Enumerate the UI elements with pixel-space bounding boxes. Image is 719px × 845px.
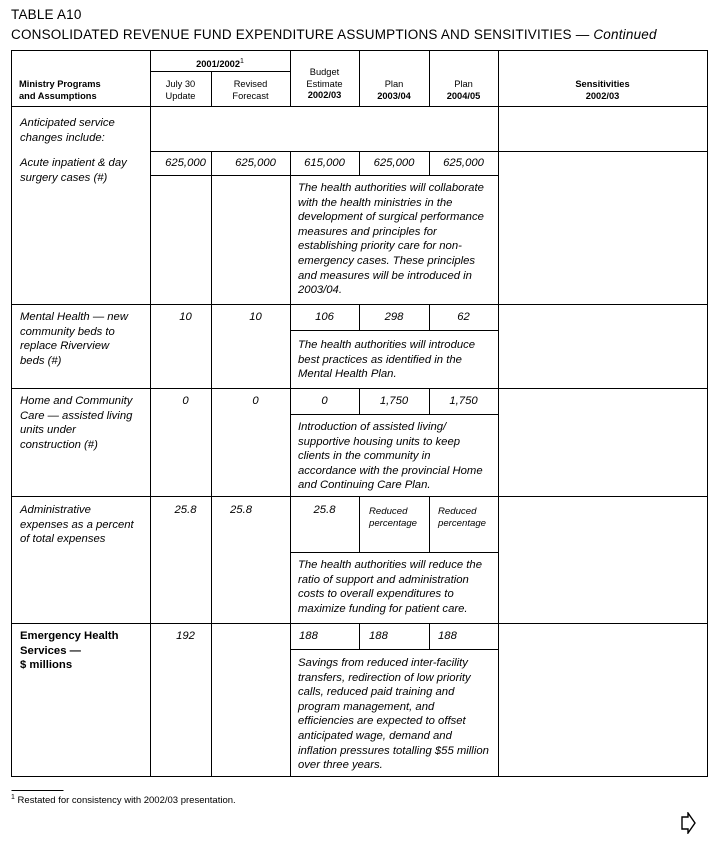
- row-ehs-plan-0304: 188: [369, 630, 388, 642]
- header-plan-0405-line1: Plan: [454, 79, 473, 89]
- footnote-marker: 1: [11, 794, 15, 801]
- row-label-line: Acute inpatient & day: [20, 157, 127, 169]
- row-acute-label: [20, 156, 127, 185]
- note-line: costs to overall expenditures to: [298, 588, 454, 601]
- note-line: anticipated wage, demand and: [298, 729, 452, 742]
- row-ehs-label: [20, 629, 119, 673]
- note-line: establishing priority care for non-: [298, 240, 462, 253]
- header-plan-0304-line2: 2003/04: [377, 90, 411, 101]
- intro-text: [20, 116, 115, 145]
- row-mental-july30: 10: [179, 311, 192, 323]
- row-label-line: Care — assisted living: [20, 409, 133, 422]
- header-july30-line1: July 30: [165, 79, 196, 89]
- note-line: maximize funding for patient care.: [298, 602, 468, 615]
- header-budget-line1: Budget: [309, 67, 340, 77]
- row-ehs-july30: 192: [176, 630, 195, 642]
- row-acute-july30: 625,000: [165, 157, 206, 169]
- header-revised-line2: Forecast: [232, 90, 269, 101]
- row-label-line: Services —: [20, 644, 81, 657]
- header-sensitivities-line1: Sensitivities: [575, 79, 630, 89]
- row-acute-note: [298, 181, 484, 298]
- row-admin-july30: 25.8: [174, 504, 197, 516]
- row-label-line: Home and Community: [20, 395, 133, 407]
- note-line: accordance with the provincial Home: [298, 464, 483, 477]
- header-sensitivities: [498, 79, 707, 102]
- row-admin-plan-0304: [369, 506, 417, 530]
- footnote-text: Restated for consistency with 2002/03 presentation.: [14, 795, 236, 807]
- note-line: Introduction of assisted living/: [298, 421, 447, 433]
- row-ehs-plan-0405: 188: [438, 630, 457, 642]
- row-admin-revised: 25.8: [230, 504, 252, 516]
- note-line: ratio of support and administration: [298, 573, 469, 586]
- row-acute-plan-0405: 625,000: [443, 157, 484, 169]
- row-label-line: beds (#): [20, 354, 62, 367]
- row-label-line: $ millions: [20, 659, 73, 672]
- note-line: The health authorities will collaborate: [298, 182, 484, 194]
- header-group: [150, 56, 290, 71]
- row-label-line: of total expenses: [20, 533, 106, 546]
- row-label-line: community beds to: [20, 325, 115, 338]
- row-label-line: replace Riverview: [20, 340, 110, 353]
- note-line: and measures will be introduced in: [298, 269, 472, 282]
- header-ministry-line1: Ministry Programs: [19, 79, 101, 89]
- header-budget: [290, 67, 359, 102]
- note-line: best practices as identified in the: [298, 353, 462, 366]
- row-label-line: construction (#): [20, 438, 98, 451]
- row-admin-plan-0405: [438, 506, 486, 530]
- row-acute-plan-0304: 625,000: [373, 157, 415, 169]
- header-group-label: 2001/2002: [196, 59, 241, 70]
- header-plan-0405-line2: 2004/05: [446, 90, 481, 101]
- row-homecare-label: [20, 394, 132, 452]
- row-label-line: units under: [20, 424, 76, 437]
- note-line: emergency cases. These principles: [298, 254, 476, 267]
- header-plan-0405: [429, 79, 498, 102]
- header-july30-line2: Update: [165, 90, 196, 101]
- note-line: development of surgical performance: [298, 211, 484, 224]
- row-homecare-budget: 0: [321, 395, 328, 407]
- row-ehs-note: [298, 656, 489, 773]
- row-label-line: Emergency Health: [20, 630, 119, 642]
- row-label-line: surgery cases (#): [20, 171, 108, 184]
- header-budget-line3: 2002/03: [307, 90, 342, 101]
- note-line: measures and principles for: [298, 225, 437, 238]
- row-label-line: expenses as a percent: [20, 518, 134, 531]
- note-line: over three years.: [298, 759, 383, 772]
- row-admin-budget: 25.8: [313, 504, 336, 516]
- row-homecare-plan-0405: 1,750: [449, 395, 478, 407]
- row-mental-label: [20, 310, 128, 368]
- note-line: 2003/04.: [298, 284, 342, 297]
- next-page-arrow-icon[interactable]: [680, 812, 696, 834]
- note-line: inflation pressures totalling $55 million: [298, 744, 489, 757]
- intro-line: Anticipated service: [20, 117, 115, 129]
- row-mental-note: [298, 338, 475, 382]
- footnote: [11, 794, 236, 806]
- table-label: TABLE A10: [11, 7, 82, 22]
- row-homecare-revised: 0: [252, 395, 259, 407]
- reduced-line: Reduced: [438, 506, 477, 517]
- intro-line: changes include:: [20, 131, 105, 144]
- note-line: Mental Health Plan.: [298, 368, 397, 381]
- row-mental-budget: 106: [315, 311, 334, 323]
- note-line: The health authorities will introduce: [298, 339, 476, 351]
- row-label-line: Administrative: [20, 504, 91, 516]
- header-revised-line1: Revised: [233, 79, 268, 89]
- row-acute-budget: 615,000: [304, 157, 345, 169]
- header-plan-0304-line1: Plan: [384, 79, 404, 89]
- row-homecare-july30: 0: [182, 395, 189, 407]
- header-sensitivities-line2: 2002/03: [585, 90, 620, 101]
- row-ehs-budget: 188: [299, 630, 318, 642]
- reduced-line: percentage: [369, 518, 418, 529]
- row-admin-note: [298, 558, 482, 616]
- row-label-line: Mental Health — new: [20, 311, 128, 323]
- row-homecare-note: [298, 420, 483, 493]
- note-line: calls, reduced paid training and: [298, 686, 455, 699]
- row-admin-label: [20, 503, 134, 547]
- table-title-text: CONSOLIDATED REVENUE FUND EXPENDITURE ASSUMPTIONS AND SENSITIVITIES —: [11, 27, 590, 42]
- row-acute-revised: 625,000: [235, 157, 276, 169]
- note-line: and Continuing Care Plan.: [298, 479, 431, 492]
- row-mental-plan-0304: 298: [384, 311, 404, 323]
- reduced-line: percentage: [438, 518, 487, 529]
- note-line: supportive housing units to keep: [298, 435, 461, 448]
- header-group-footnote-ref: 1: [240, 58, 244, 65]
- header-plan-0304: [359, 79, 429, 102]
- header-july30: [150, 79, 211, 102]
- row-homecare-plan-0304: 1,750: [379, 395, 409, 407]
- note-line: clients in the community in: [298, 450, 431, 463]
- note-line: efficiencies are expected to offset: [298, 715, 466, 728]
- header-ministry-line2: and Assumptions: [19, 90, 97, 101]
- header-budget-line2: Estimate: [306, 78, 343, 89]
- table-title: [11, 27, 657, 42]
- note-line: The health authorities will reduce the: [298, 559, 482, 571]
- row-mental-revised: 10: [249, 311, 262, 323]
- header-ministry: [19, 79, 101, 102]
- note-line: with the health ministries in the: [298, 196, 453, 209]
- continued-label: Continued: [593, 27, 657, 42]
- header-revised: [211, 79, 290, 102]
- note-line: transfers, redirection of low priority: [298, 671, 471, 684]
- reduced-line: Reduced: [369, 506, 408, 517]
- note-line: Savings from reduced inter-facility: [298, 657, 468, 669]
- note-line: program management, and: [298, 700, 435, 713]
- row-mental-plan-0405: 62: [457, 311, 470, 323]
